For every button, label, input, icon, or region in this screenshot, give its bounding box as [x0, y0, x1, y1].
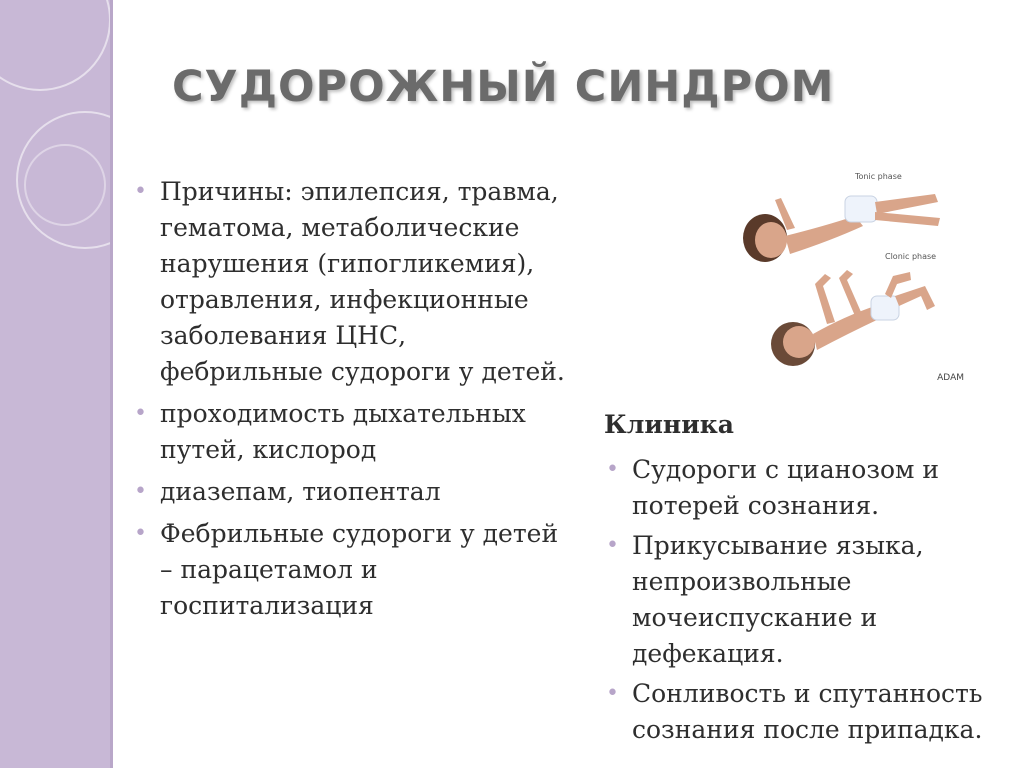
seizure-phases-illustration: [735, 166, 980, 391]
list-item-text: Фебрильные судороги у детей – парацетамол и госпитализация: [160, 519, 559, 620]
sidebar-edge: [110, 0, 113, 768]
list-item-text: проходимость дыхательных путей, кислород: [160, 399, 526, 464]
bullet-dot-icon: •: [606, 681, 619, 706]
list-item: [604, 676, 1018, 748]
list-item: [604, 528, 1018, 672]
adam-credit: ADAM: [937, 373, 964, 383]
list-item: [604, 452, 1018, 524]
list-item: [132, 516, 568, 624]
list-item-text: Причины: эпилепсия, травма, гематома, метаболические нарушения (гипогликемия), отравления, инфекционные заболевания ЦНС, фебрильные судороги у детей.: [160, 177, 565, 386]
clonic-phase-caption: Clonic phase: [885, 252, 937, 261]
clinic-heading: Клиника: [604, 410, 735, 439]
tonic-phase-caption: Tonic phase: [855, 172, 902, 181]
list-item: [132, 174, 568, 390]
bullet-dot-icon: •: [134, 179, 147, 204]
sidebar-circles: [0, 0, 113, 768]
list-item-text: Судороги с цианозом и потерей сознания.: [632, 455, 940, 520]
bullet-dot-icon: •: [134, 521, 147, 546]
list-item: [132, 396, 568, 468]
causes-list: [132, 174, 568, 630]
list-item-text: Сонливость и спутанность сознания после припадка.: [632, 679, 983, 744]
list-item-text: Прикусывание языка, непроизвольные мочеиспускание и дефекация.: [632, 531, 924, 668]
illustration-figures: [735, 166, 980, 391]
clinic-list: [604, 452, 1018, 752]
bullet-dot-icon: •: [606, 457, 619, 482]
bullet-dot-icon: •: [134, 401, 147, 426]
decorative-sidebar: [0, 0, 113, 768]
list-item-text: диазепам, тиопентал: [160, 477, 441, 506]
bullet-dot-icon: •: [606, 533, 619, 558]
slide-title: СУДОРОЖНЫЙ СИНДРОМ: [172, 62, 835, 112]
bullet-dot-icon: •: [134, 479, 147, 504]
list-item: [132, 474, 568, 510]
